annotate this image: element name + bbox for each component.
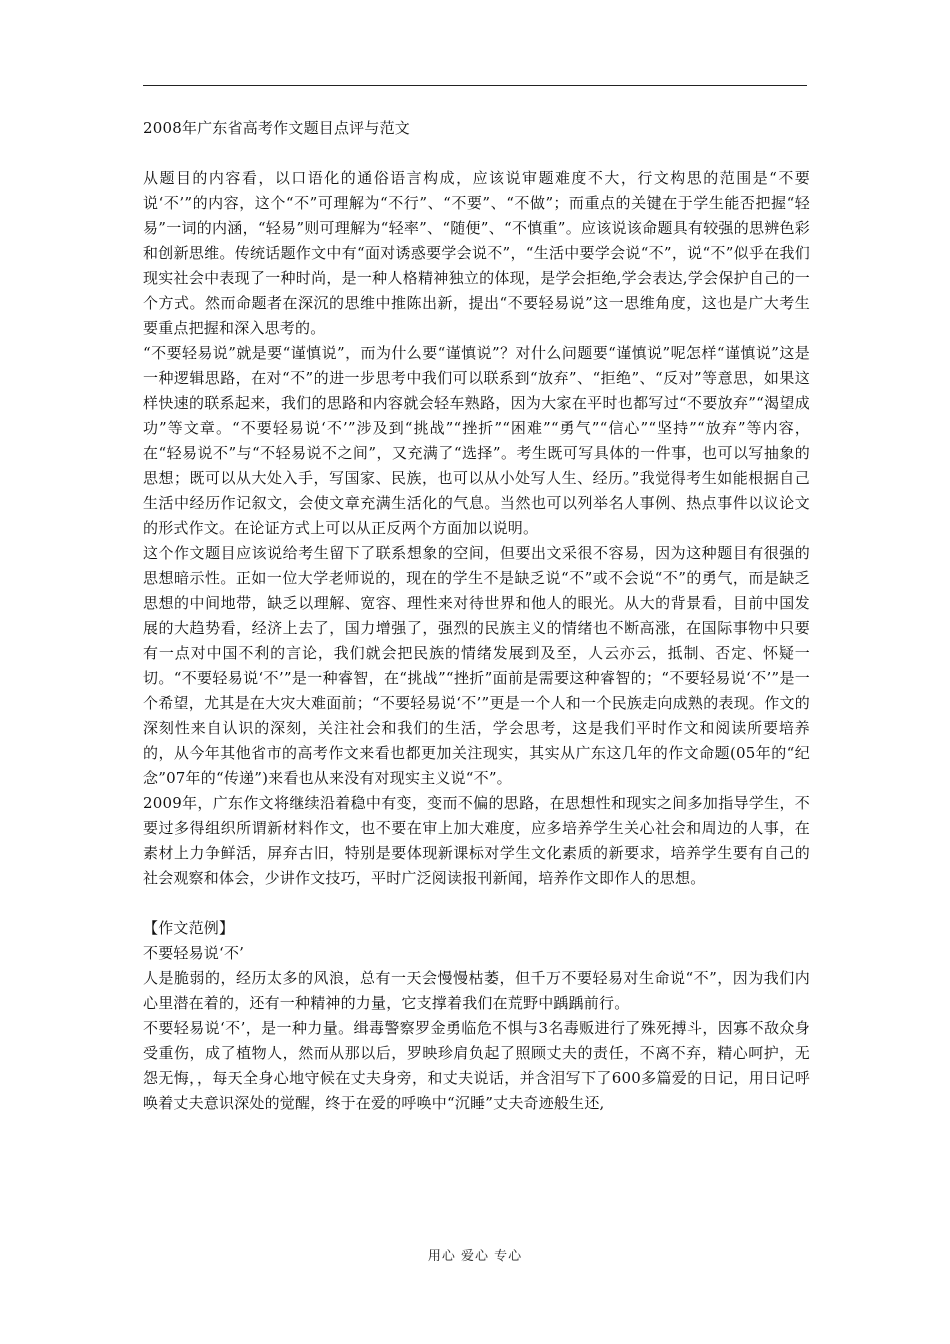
paragraph-1: 从题目的内容看，以口语化的通俗语言构成，应该说审题难度不大，行文构思的范围是“不要说‘不’”的内容，这个“不”可理解为“不行”、“不要”、“不做”；而重点的关键在于学生能否把握“轻易”一词的内涵，“轻易”则可理解为“轻率”、“随便”、“不慎重”。应该说该命题具有较强的思辨色彩和创新思维。传统话题作文中有“面对诱惑要学会说不”，“生活中要学会说“不”，说“不”似乎在我们现实社会中表现了一种时尚，是一种人格精神独立的体现，是学会拒绝,学会表达,学会保护自己的一个方式。然而命题者在深沉的思维中推陈出新，提出“不要轻易说”这一思维角度，这也是广大考生要重点把握和深入思考的。: [143, 169, 810, 337]
essay-title: 不要轻易说‘不’: [143, 944, 245, 962]
paragraph-4: 2009年，广东作文将继续沿着稳中有变，变而不偏的思路，在思想性和现实之间多加指导学生，不要过多得组织所谓新材料作文，也不要在审上加大难度，应多培养学生关心社会和周边的人事，在素材上力争鲜活，屏弃古旧，特别是要体现新课标对学生文化素质的新要求，培养学生要有自己的社会观察和体会，少讲作文技巧，平时广泛阅读报刊新闻，培养作文即作人的思想。: [143, 794, 810, 887]
paragraph-3: 这个作文题目应该说给考生留下了联系想象的空间，但要出文采很不容易，因为这种题目有很强的思想暗示性。正如一位大学老师说的，现在的学生不是缺乏说“不”或不会说“不”的勇气，而是缺乏思想的中间地带，缺乏以理解、宽容、理性来对待世界和他人的眼光。从大的背景看，目前中国发展的大趋势看，经济上去了，国力增强了，强烈的民族主义的情绪也不断高涨，在国际事物中只要有一点对中国不利的言论，我们就会把民族的情绪发展到及至，人云亦云，抵制、否定、怀疑一切。“不要轻易说‘不’”是一种睿智，在“挑战”“挫折”面前是需要这种睿智的；“不要轻易说‘不’”是一个希望，尤其是在大灾大难面前；“不要轻易说‘不’”更是一个人和一个民族走向成熟的表现。作文的深刻性来自认识的深刻，关注社会和我们的生活，学会思考，这是我们平时作文和阅读所要培养的，从今年其他省市的高考作文来看也都更加关注现实，其实从广东这几年的作文命题(05年的“纪念”07年的“传递”)来看也从来没有对现实主义说“不”。: [143, 544, 810, 787]
essay-paragraph-1: 人是脆弱的，经历太多的风浪，总有一天会慢慢枯萎，但千万不要轻易对生命说“不”，因为我们内心里潜在着的，还有一种精神的力量，它支撑着我们在荒野中踽踽前行。: [143, 969, 810, 1012]
document-body: [143, 116, 810, 1116]
example-heading: 【作文范例】: [143, 919, 235, 937]
spacer: [143, 141, 810, 166]
page-footer: 用心 爱心 专心: [427, 1249, 523, 1264]
header-rule: [143, 85, 807, 86]
spacer: [143, 891, 810, 916]
document-title: 2008年广东省高考作文题目点评与范文: [143, 119, 410, 137]
essay-paragraph-2: 不要轻易说‘不’，是一种力量。缉毒警察罗金勇临危不惧与3名毒贩进行了殊死搏斗，因寡不敌众身受重伤，成了植物人，然而从那以后，罗映珍肩负起了照顾丈夫的责任，不离不弃，精心呵护，无怨无悔，，每天全身心地守候在丈夫身旁，和丈夫说话，并含泪写下了600多篇爱的日记，用日记呼唤着丈夫意识深处的觉醒，终于在爱的呼唤中“沉睡”丈夫奇迹般生还,: [143, 1019, 810, 1112]
paragraph-2: “不要轻易说”就是要“谨慎说”，而为什么要“谨慎说”？对什么问题要“谨慎说”呢怎样“谨慎说”这是一种逻辑思路，在对“不”的进一步思考中我们可以联系到“放弃”、“拒绝”、“反对”等意思，如果这样快速的联系起来，我们的思路和内容就会轻车熟路，因为大家在平时也都写过“不要放弃”“渴望成功”等文章。“不要轻易说‘不’”涉及到“挑战”“挫折”“困难”“勇气”“信心”“坚持”“放弃”等内容，在“轻易说不”与“不轻易说不之间”，又充满了“选择”。考生既可写具体的一件事，也可以写抽象的思想；既可以从大处入手，写国家、民族，也可以从小处写人生、经历。”我觉得考生如能根据自己生活中经历作记叙文，会使文章充满生活化的气息。当然也可以列举名人事例、热点事件以议论文的形式作文。在论证方式上可以从正反两个方面加以说明。: [143, 344, 810, 537]
